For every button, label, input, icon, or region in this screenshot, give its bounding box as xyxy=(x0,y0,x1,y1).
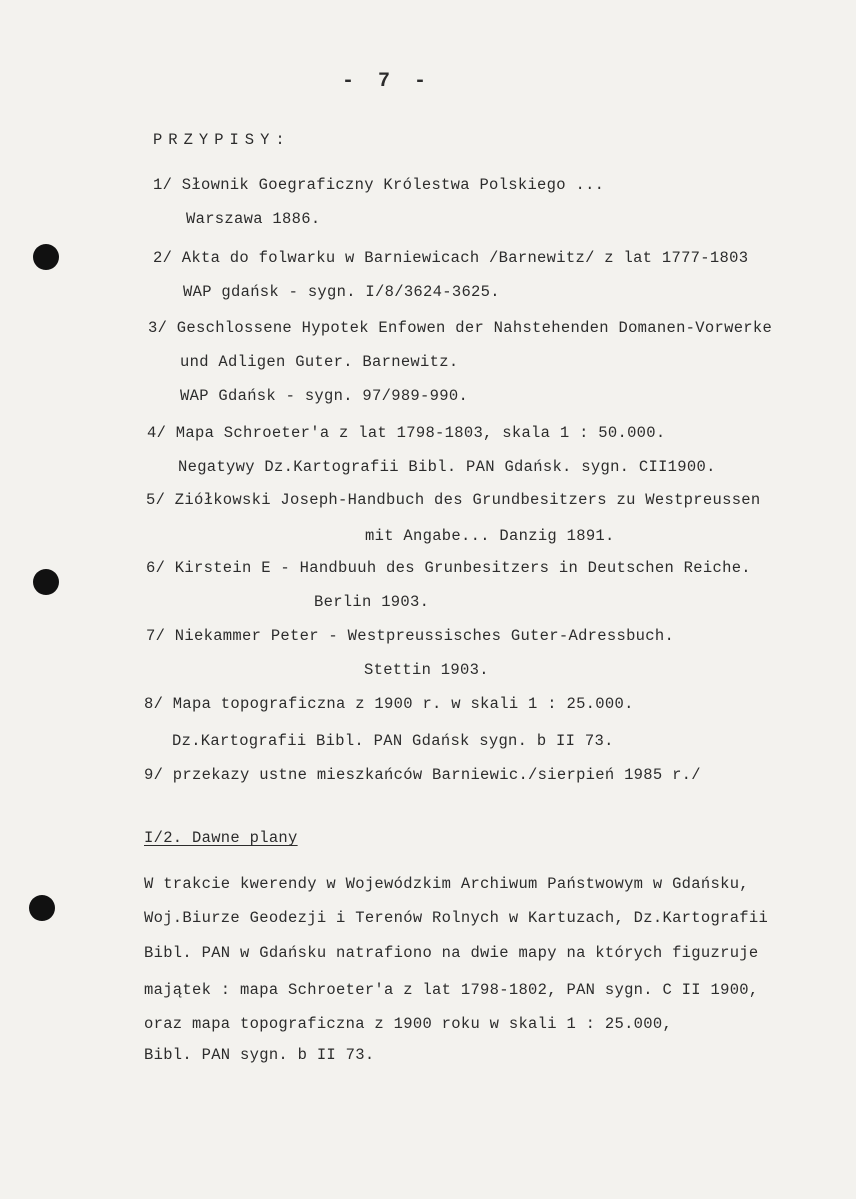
paragraph-line-4: majątek : mapa Schroeter'a z lat 1798-1802, PAN sygn. C II 1900, xyxy=(144,981,759,999)
footnote-2-line-2: WAP gdańsk - sygn. I/8/3624-3625. xyxy=(183,283,500,301)
footnote-1-line-1: 1/ Słownik Goegraficzny Królestwa Polskiego ... xyxy=(153,176,605,194)
page-number: - 7 - xyxy=(342,70,433,93)
footnote-9-line-1: 9/ przekazy ustne mieszkańców Barniewic./sierpień 1985 r./ xyxy=(144,766,701,784)
footnotes-heading: PRZYPISY: xyxy=(153,131,291,149)
footnote-5-line-2: mit Angabe... Danzig 1891. xyxy=(365,527,615,545)
footnote-8-line-1: 8/ Mapa topograficzna z 1900 r. w skali 1 : 25.000. xyxy=(144,695,634,713)
footnote-8-line-2: Dz.Kartografii Bibl. PAN Gdańsk sygn. b II 73. xyxy=(172,732,614,750)
paragraph-line-5: oraz mapa topograficzna z 1900 roku w skali 1 : 25.000, xyxy=(144,1015,673,1033)
footnote-4-line-1: 4/ Mapa Schroeter'a z lat 1798-1803, skala 1 : 50.000. xyxy=(147,424,666,442)
punch-hole-bottom xyxy=(29,895,55,921)
paragraph-line-6: Bibl. PAN sygn. b II 73. xyxy=(144,1046,375,1064)
footnote-4-line-2: Negatywy Dz.Kartografii Bibl. PAN Gdańsk. sygn. CII1900. xyxy=(178,458,716,476)
footnote-6-line-1: 6/ Kirstein E - Handbuuh des Grunbesitzers in Deutschen Reiche. xyxy=(146,559,751,577)
footnote-7-line-2: Stettin 1903. xyxy=(364,661,489,679)
footnote-1-line-2: Warszawa 1886. xyxy=(186,210,321,228)
punch-hole-top xyxy=(33,244,59,270)
punch-hole-middle xyxy=(33,569,59,595)
paragraph-line-2: Woj.Biurze Geodezji i Terenów Rolnych w Kartuzach, Dz.Kartografii xyxy=(144,909,769,927)
footnote-6-line-2: Berlin 1903. xyxy=(314,593,430,611)
footnote-7-line-1: 7/ Niekammer Peter - Westpreussisches Guter-Adressbuch. xyxy=(146,627,675,645)
footnote-3-line-2: und Adligen Guter. Barnewitz. xyxy=(180,353,459,371)
paragraph-line-3: Bibl. PAN w Gdańsku natrafiono na dwie mapy na których figuzruje xyxy=(144,944,759,962)
footnote-5-line-1: 5/ Ziółkowski Joseph-Handbuch des Grundbesitzers zu Westpreussen xyxy=(146,491,761,509)
footnote-2-line-1: 2/ Akta do folwarku w Barniewicach /Barnewitz/ z lat 1777-1803 xyxy=(153,249,749,267)
footnote-3-line-1: 3/ Geschlossene Hypotek Enfowen der Nahstehenden Domanen-Vorwerke xyxy=(148,319,773,337)
paragraph-line-1: W trakcie kwerendy w Wojewódzkim Archiwum Państwowym w Gdańsku, xyxy=(144,875,749,893)
section-title: I/2. Dawne plany xyxy=(144,829,298,847)
footnote-3-line-3: WAP Gdańsk - sygn. 97/989-990. xyxy=(180,387,469,405)
